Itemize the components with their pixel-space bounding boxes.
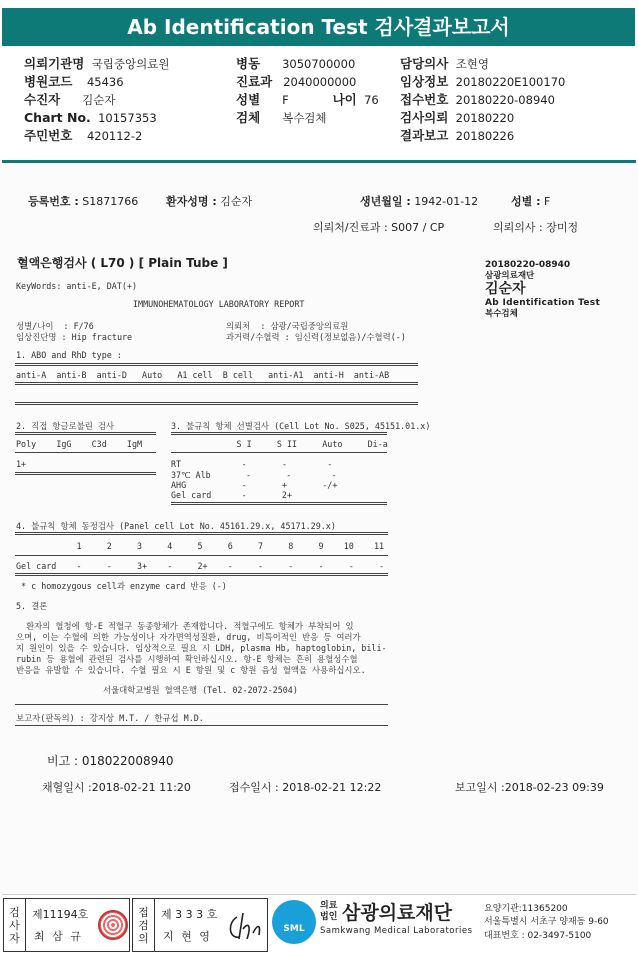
header-col3: 담당의사 조현영 임상정보 20180220E100170 접수번호 20180220-08940 검사의뢰 20180220 결과보고 20180226	[400, 56, 566, 143]
rule	[15, 382, 418, 385]
inspector-number: 제11194호	[32, 908, 89, 921]
conclusion-line: 환자의 혈청에 항-E 적혈구 동종항체가 존재합니다. 적혈구에도 항체가 부착되어 있	[16, 621, 354, 631]
screening-row: Gel card - 2+	[171, 490, 293, 500]
rule	[15, 472, 156, 475]
screening-row: AHG - + -/+	[171, 480, 338, 490]
footer-divider	[2, 894, 636, 895]
note: 비고 : 018022008940	[47, 754, 174, 768]
rule	[171, 452, 387, 453]
patient-name: 환자성명 : 김순자	[166, 195, 253, 208]
lab-report-title: IMMUNOHEMATOLOGY LABORATORY REPORT	[133, 299, 305, 309]
section-abo: 1. ABO and RhD type :	[16, 350, 122, 360]
conclusion-line: 으며, 이는 수혈에 의한 가능성이나 자가면역성질환, drug, 비특이적인 반응 등 여러가	[16, 632, 361, 642]
sex-age: 성별/나이 : F/76	[16, 321, 94, 331]
header-col1: 의뢰기관명 국립중앙의료원 병원코드 45436 수진자 김순자 Chart No. 10157353 주민번호 420112-2	[24, 56, 170, 143]
section-conclusion: 5. 결론	[16, 601, 48, 611]
collection-time: 채혈일시 :2018-02-21 11:20	[42, 781, 191, 794]
dat-columns: Poly IgG C3d IgM	[16, 439, 143, 449]
report-time: 보고일시 :2018-02-23 09:39	[455, 781, 604, 794]
org-english: Samkwang Medical Laboratories	[320, 926, 473, 936]
reviewer-label: 접 검 의	[133, 899, 155, 951]
rule	[15, 402, 418, 405]
inspector-label: 검 사 자	[4, 899, 26, 951]
reviewer-name: 지 현 영	[163, 930, 212, 943]
rule	[15, 432, 156, 435]
patient-sex: 성별 : F	[511, 195, 551, 208]
requester: 의뢰처 : 삼광/국립중앙의료원	[226, 321, 349, 331]
rule	[171, 432, 387, 435]
signature-icon	[223, 905, 263, 945]
inspector-name: 최 삼 규	[34, 930, 83, 943]
rule	[15, 573, 388, 576]
rule	[15, 363, 418, 366]
section-identification: 4. 불규칙 항체 동정검사 (Panel cell Lot No. 45161.29.x, 45171.29.x)	[16, 521, 336, 531]
header-col2: 병동 3050700000 진료과 2040000000 성별 F 나이 76 검체 복수검체	[236, 56, 379, 125]
abo-columns: anti-A anti-B anti-D Auto A1 cell B cell anti-A1 anti-H anti-AB	[16, 370, 390, 380]
keywords: KeyWords: anti-E, DAT(+)	[16, 281, 138, 291]
rule	[15, 555, 388, 556]
inspector-box	[3, 898, 130, 952]
reviewer-box	[132, 898, 268, 952]
panel-result: Gel card - - 3+ - 2+ - - - - - -	[16, 561, 385, 571]
seal-icon	[98, 910, 128, 940]
org-code: 요양기관:11365200	[484, 904, 568, 914]
dat-result: 1+	[16, 459, 27, 469]
bloodbank-contact: 서울대학교병원 혈액은행 (Tel. 02-2072-2504)	[103, 685, 298, 695]
date-of-birth: 생년월일 : 1942-01-12	[360, 195, 479, 208]
screening-columns: S I S II Auto Di-a	[171, 439, 388, 449]
ordering-doctor: 의뢰의사 : 장미정	[493, 221, 579, 234]
specimen-label: 20180220-08940 삼광의료재단 김순자 Ab Identification Test 복수검체	[485, 260, 601, 319]
org-address: 서울특별시 서초구 양재동 9-60	[484, 917, 609, 927]
rule	[15, 704, 388, 705]
org-name: 삼광의료재단	[342, 902, 453, 924]
org-phone: 대표번호 : 02-3497-5100	[484, 931, 592, 941]
screening-row: 37℃ Alb - - -	[171, 470, 337, 480]
conclusion-line: 반응을 유발할 수 있습니다. 수혈 필요 시 E 항원 및 c 항원 음성 혈액을 사용하십시오.	[16, 665, 366, 675]
conclusion-line: rubin 등 용혈에 관련된 검사를 시행하여 확인하십시오. 항-E 항체는 흔히 용혈성수혈	[16, 654, 358, 664]
section-dat: 2. 직접 항글로불린 검사	[16, 421, 115, 431]
section-screening: 3. 불규칙 항체 선별검사 (Cell Lot No. S025, 45151.01.x)	[171, 421, 431, 431]
diagnosis: 임상진단명 : Hip fracture	[16, 332, 133, 342]
receipt-time: 접수일시 : 2018-02-21 12:22	[229, 781, 382, 794]
header-divider	[2, 160, 636, 163]
report-title: Ab Identification Test 검사결과보고서	[2, 8, 635, 46]
history: 과거력/수혈력 : 임신력(정보없음)/수혈력(-)	[226, 332, 406, 342]
org-prefix: 의료 법인	[320, 901, 338, 922]
sml-logo-icon: SML	[272, 900, 316, 944]
reviewer-number: 제 3 3 3 호	[161, 908, 218, 921]
test-title: 혈액은행검사 ( L70 ) [ Plain Tube ]	[17, 256, 228, 270]
department: 의뢰처/진료과 : S007 / CP	[313, 221, 445, 234]
reporter: 보고자(판독의) : 강지상 M.T. / 한규섭 M.D.	[16, 713, 204, 723]
rule	[15, 452, 156, 453]
conclusion-line: 지 원인이 있을 수 있습니다. 임상적으로 필요 시 LDH, plasma Hb, haptoglobin, bili-	[16, 643, 387, 653]
panel-columns: 1 2 3 4 5 6 7 8 9 10 11	[16, 541, 385, 551]
panel-note: * c homozygous cell과 enzyme card 반응 (-)	[16, 581, 227, 591]
rule	[15, 532, 388, 535]
screening-row: RT - - -	[171, 459, 333, 469]
registration-number: 등록번호 : S1871766	[28, 195, 139, 208]
rule	[171, 502, 387, 505]
rule	[15, 725, 388, 726]
